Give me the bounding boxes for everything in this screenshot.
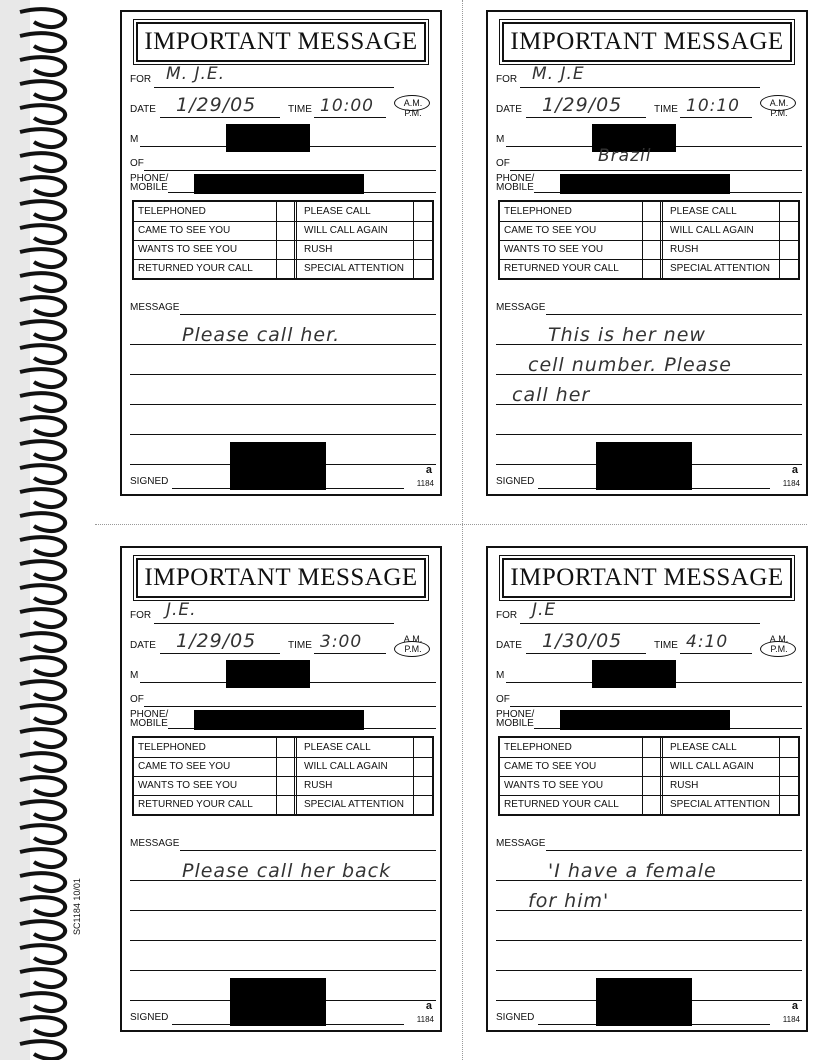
period-circle: [394, 95, 430, 111]
message-slip-1: [120, 10, 442, 496]
form-code: SC1184 10/01: [72, 878, 82, 935]
spiral-binding: [0, 0, 78, 1060]
checkbox-label-left: CAME TO SEE YOU: [134, 757, 277, 776]
checkbox-label-left: TELEPHONED: [500, 202, 643, 221]
slip-title: IMPORTANT MESSAGE: [502, 22, 792, 62]
checkbox-label-right: WILL CALL AGAIN: [666, 221, 780, 240]
message-line-1: 'I have a female: [548, 860, 717, 882]
redacted-signature: [230, 978, 326, 1026]
am-pm-indicator: A.M. P.M.: [403, 634, 423, 654]
date-label: DATE: [130, 640, 156, 651]
phone-label: PHONE/ MOBILE: [496, 173, 535, 193]
checkbox-row: [500, 221, 798, 240]
checkbox-row: [500, 738, 798, 757]
m-label: M: [130, 134, 139, 145]
phone-label: PHONE/ MOBILE: [130, 709, 169, 729]
checkbox-left[interactable]: [643, 221, 663, 240]
checkbox-right[interactable]: [780, 240, 798, 259]
checkbox-row: [134, 738, 432, 757]
checkbox-grid: [132, 736, 434, 816]
for-label: FOR: [130, 610, 152, 621]
checkbox-label-right: RUSH: [666, 240, 780, 259]
checkbox-label-left: CAME TO SEE YOU: [500, 221, 643, 240]
date-label: DATE: [496, 104, 522, 115]
period-circle: [394, 641, 430, 657]
date-label: DATE: [496, 640, 522, 651]
for-value: J.E: [532, 600, 557, 620]
checkbox-right[interactable]: [780, 738, 798, 757]
checkbox-row: [500, 757, 798, 776]
of-label: OF: [130, 694, 144, 705]
for-value: M. J.E: [532, 64, 585, 84]
checkbox-label-right: WILL CALL AGAIN: [300, 221, 414, 240]
checkbox-right[interactable]: [780, 202, 798, 221]
checkbox-label-right: RUSH: [666, 776, 780, 795]
slip-title: IMPORTANT MESSAGE: [136, 558, 426, 598]
checkbox-label-right: SPECIAL ATTENTION: [300, 795, 414, 814]
checkbox-label-left: RETURNED YOUR CALL: [134, 795, 277, 814]
date-value: 1/29/05: [542, 94, 623, 116]
for-label: FOR: [130, 74, 152, 85]
m-label: M: [496, 134, 505, 145]
checkbox-label-right: WILL CALL AGAIN: [666, 757, 780, 776]
slip-title: IMPORTANT MESSAGE: [136, 22, 426, 62]
message-label: MESSAGE: [496, 302, 546, 313]
checkbox-label-left: TELEPHONED: [134, 738, 277, 757]
cut-line-vertical: [462, 0, 463, 1060]
checkbox-label-left: TELEPHONED: [500, 738, 643, 757]
redacted-phone: [194, 710, 364, 730]
checkbox-right[interactable]: [414, 202, 432, 221]
redacted-phone: [194, 174, 364, 194]
checkbox-row: [500, 795, 798, 814]
checkbox-left[interactable]: [643, 776, 663, 795]
checkbox-right[interactable]: [414, 795, 432, 814]
message-label: MESSAGE: [130, 838, 180, 849]
time-label: TIME: [288, 640, 312, 651]
time-value: 3:00: [320, 632, 363, 652]
m-label: M: [130, 670, 139, 681]
phone-label: PHONE/ MOBILE: [496, 709, 535, 729]
checkbox-left[interactable]: [643, 795, 663, 814]
checkbox-right[interactable]: [780, 221, 798, 240]
checkbox-left[interactable]: [277, 221, 297, 240]
time-value: 10:00: [320, 96, 374, 116]
checkbox-label-right: PLEASE CALL: [300, 738, 414, 757]
checkbox-right[interactable]: [414, 776, 432, 795]
checkbox-row: [134, 221, 432, 240]
brand-logo: a: [425, 464, 432, 476]
checkbox-left[interactable]: [643, 259, 663, 278]
period-circle: [760, 641, 796, 657]
checkbox-row: [134, 757, 432, 776]
period-circle: [760, 95, 796, 111]
signed-label: SIGNED: [496, 1012, 535, 1023]
message-line-2: cell number. Please: [528, 354, 732, 376]
message-line-1: Please call her.: [182, 324, 341, 346]
redacted-phone: [560, 174, 730, 194]
checkbox-label-left: WANTS TO SEE YOU: [134, 776, 277, 795]
form-number: 1184: [782, 479, 800, 488]
checkbox-row: [134, 776, 432, 795]
checkbox-row: [500, 776, 798, 795]
message-slip-2: [486, 10, 808, 496]
redacted-phone: [560, 710, 730, 730]
of-label: OF: [130, 158, 144, 169]
for-label: FOR: [496, 74, 518, 85]
checkbox-right[interactable]: [414, 221, 432, 240]
of-label: OF: [496, 694, 510, 705]
checkbox-right[interactable]: [414, 757, 432, 776]
checkbox-left[interactable]: [277, 757, 297, 776]
checkbox-left[interactable]: [643, 757, 663, 776]
checkbox-row: [134, 240, 432, 259]
redacted-name: [226, 124, 310, 152]
checkbox-label-left: TELEPHONED: [134, 202, 277, 221]
checkbox-label-right: SPECIAL ATTENTION: [666, 795, 780, 814]
redacted-name: [226, 660, 310, 688]
message-slip-4: [486, 546, 808, 1032]
brand-logo: a: [791, 1000, 798, 1012]
checkbox-label-left: RETURNED YOUR CALL: [134, 259, 277, 278]
for-label: FOR: [496, 610, 518, 621]
checkbox-row: [500, 259, 798, 278]
checkbox-label-right: PLEASE CALL: [300, 202, 414, 221]
message-slip-3: [120, 546, 442, 1032]
checkbox-label-right: RUSH: [300, 776, 414, 795]
checkbox-row: [134, 795, 432, 814]
message-line-1: This is her new: [548, 324, 706, 346]
redacted-name: [592, 660, 676, 688]
checkbox-right[interactable]: [414, 738, 432, 757]
checkbox-row: [134, 259, 432, 278]
checkbox-label-left: CAME TO SEE YOU: [134, 221, 277, 240]
checkbox-label-left: RETURNED YOUR CALL: [500, 259, 643, 278]
form-number: 1184: [416, 479, 434, 488]
cut-line-horizontal: [95, 524, 807, 525]
brand-logo: a: [425, 1000, 432, 1012]
redacted-signature: [230, 442, 326, 490]
phone-label: PHONE/ MOBILE: [130, 173, 169, 193]
checkbox-right[interactable]: [780, 259, 798, 278]
slip-title: IMPORTANT MESSAGE: [502, 558, 792, 598]
checkbox-left[interactable]: [277, 795, 297, 814]
signed-label: SIGNED: [130, 1012, 169, 1023]
time-value: 10:10: [686, 96, 740, 116]
message-label: MESSAGE: [496, 838, 546, 849]
message-line-3: call her: [512, 384, 591, 406]
checkbox-right[interactable]: [780, 776, 798, 795]
time-label: TIME: [654, 104, 678, 115]
form-number: 1184: [782, 1015, 800, 1024]
checkbox-label-left: WANTS TO SEE YOU: [134, 240, 277, 259]
message-label: MESSAGE: [130, 302, 180, 313]
am-pm-indicator: A.M. P.M.: [769, 634, 789, 654]
checkbox-left[interactable]: [277, 259, 297, 278]
am-pm-indicator: A.M. P.M.: [769, 98, 789, 118]
checkbox-right[interactable]: [780, 757, 798, 776]
form-number: 1184: [416, 1015, 434, 1024]
checkbox-left[interactable]: [277, 240, 297, 259]
checkbox-label-left: WANTS TO SEE YOU: [500, 240, 643, 259]
checkbox-label-right: PLEASE CALL: [666, 202, 780, 221]
checkbox-label-right: SPECIAL ATTENTION: [300, 259, 414, 278]
checkbox-left[interactable]: [643, 240, 663, 259]
checkbox-label-left: CAME TO SEE YOU: [500, 757, 643, 776]
checkbox-left[interactable]: [277, 738, 297, 757]
m-label: M: [496, 670, 505, 681]
time-label: TIME: [288, 104, 312, 115]
date-value: 1/30/05: [542, 630, 623, 652]
redacted-signature: [596, 442, 692, 490]
checkbox-row: [500, 240, 798, 259]
checkbox-row: [500, 202, 798, 221]
checkbox-right[interactable]: [414, 259, 432, 278]
checkbox-right[interactable]: [780, 795, 798, 814]
of-value: Brazil: [598, 146, 652, 166]
checkbox-label-left: RETURNED YOUR CALL: [500, 795, 643, 814]
for-value: M. J.E.: [166, 64, 226, 84]
redacted-signature: [596, 978, 692, 1026]
brand-logo: a: [791, 464, 798, 476]
time-label: TIME: [654, 640, 678, 651]
signed-label: SIGNED: [130, 476, 169, 487]
checkbox-label-left: WANTS TO SEE YOU: [500, 776, 643, 795]
date-value: 1/29/05: [176, 94, 257, 116]
of-label: OF: [496, 158, 510, 169]
checkbox-grid: [132, 200, 434, 280]
checkbox-left[interactable]: [643, 202, 663, 221]
checkbox-left[interactable]: [643, 738, 663, 757]
checkbox-left[interactable]: [277, 202, 297, 221]
checkbox-label-right: RUSH: [300, 240, 414, 259]
checkbox-label-right: WILL CALL AGAIN: [300, 757, 414, 776]
date-value: 1/29/05: [176, 630, 257, 652]
checkbox-grid: [498, 736, 800, 816]
checkbox-right[interactable]: [414, 240, 432, 259]
checkbox-label-right: PLEASE CALL: [666, 738, 780, 757]
message-line-1: Please call her back: [182, 860, 392, 882]
checkbox-label-right: SPECIAL ATTENTION: [666, 259, 780, 278]
am-pm-indicator: A.M. P.M.: [403, 98, 423, 118]
checkbox-row: [134, 202, 432, 221]
message-line-2: for him': [528, 890, 610, 912]
signed-label: SIGNED: [496, 476, 535, 487]
date-label: DATE: [130, 104, 156, 115]
checkbox-left[interactable]: [277, 776, 297, 795]
time-value: 4:10: [686, 632, 729, 652]
for-value: J.E.: [166, 600, 197, 620]
checkbox-grid: [498, 200, 800, 280]
